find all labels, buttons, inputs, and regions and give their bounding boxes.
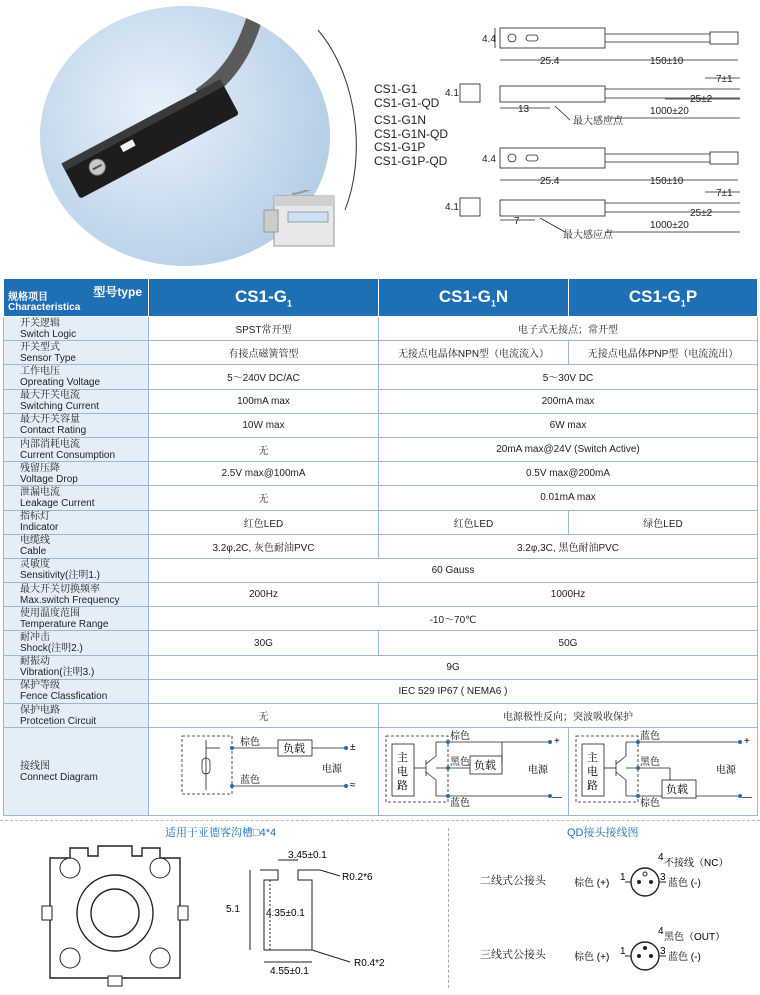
pin-number: 3 (660, 946, 666, 957)
row-label (4, 583, 149, 607)
row-label-cn: 耐振动 (20, 656, 50, 668)
col-text: CS1-G (235, 286, 287, 306)
polarity-label: + (553, 736, 560, 748)
table-cell: 6W max (379, 413, 758, 437)
table-cell: 5～30V DC (379, 365, 758, 389)
row-label-cn: 电缆线 (20, 535, 50, 547)
load-label: 负载 (665, 784, 688, 797)
table-cell: 30G (149, 631, 379, 655)
col-header-g1n (379, 279, 569, 317)
dim-text: 4.4 (482, 34, 496, 45)
table-cell: 60 Gauss (149, 558, 758, 582)
model-list (374, 83, 448, 168)
pin-number: 4 (658, 926, 664, 937)
two-wire-label: 二线式公接头 (480, 875, 546, 887)
table-row (4, 704, 758, 728)
dim-text: 最大感应点 (563, 230, 613, 241)
row-label (4, 413, 149, 437)
row-label-en: Cable (20, 546, 47, 558)
row-label (4, 341, 149, 365)
dim-text: 7±1 (716, 188, 733, 199)
product-overview (0, 0, 760, 278)
table-cell: 200Hz (149, 583, 379, 607)
table-cell: SPST常开型 (149, 317, 379, 341)
slot-title: 适用于亚德客沟槽□4*4 (165, 827, 277, 839)
row-label-cn: 最大开关切换频率 (20, 583, 100, 595)
row-label (4, 317, 149, 341)
row-label-cn: 泄漏电流 (20, 486, 60, 498)
col-header-g1p (569, 279, 758, 317)
table-row (4, 607, 758, 631)
dim-text: R0.2*6 (342, 872, 373, 883)
wire-black-label: 黑色 (639, 757, 660, 769)
row-label (4, 365, 149, 389)
row-label-en: Vibration(注明3.) (20, 667, 95, 679)
table-row (4, 389, 758, 413)
load-label: 负载 (282, 743, 305, 756)
row-label-en: Switch Logic (20, 328, 77, 340)
dim-text: 25.4 (540, 56, 560, 67)
col-header-g1 (149, 279, 379, 317)
model-label: CS1-G1P-QD (374, 153, 448, 168)
row-label-en: Max.switch Frequency (20, 594, 120, 606)
dim-text: 4.1 (445, 202, 459, 213)
row-label (4, 631, 149, 655)
row-label-cn: 开关逻辑 (20, 317, 60, 329)
table-cell: 0.01mA max (379, 486, 758, 510)
pin-number: 3 (660, 872, 666, 883)
main-circuit-label: 主 (396, 752, 408, 765)
polarity-label: — (741, 792, 752, 804)
table-cell: 0.5V max@200mA (379, 462, 758, 486)
table-row (4, 437, 758, 461)
row-label-en: Contact Rating (20, 425, 87, 437)
qd-title: QD接头接线图 (567, 827, 639, 839)
row-label (4, 486, 149, 510)
row-label (4, 462, 149, 486)
dim-text: 4.35±0.1 (266, 908, 305, 919)
drawing-bottom-view (460, 148, 740, 232)
row-label-cn: 最大开关容量 (20, 414, 80, 426)
dim-text: 7 (514, 216, 520, 227)
table-cell: 无 (149, 486, 379, 510)
power-label: 电源 (527, 765, 548, 777)
model-label: CS1-G1 (374, 82, 418, 96)
col-sub: 1 (286, 298, 292, 309)
row-label (4, 510, 149, 534)
power-label: 电源 (715, 765, 736, 777)
col-sub: 1 (680, 298, 686, 309)
table-header-row (4, 279, 758, 317)
row-label-en: Temperature Range (20, 618, 109, 630)
row-label-cn: 保护电路 (20, 704, 60, 716)
corner-header (4, 279, 149, 317)
row-label-cn: 内部消耗电流 (20, 438, 80, 450)
table-cell: 10W max (149, 413, 379, 437)
dim-text: 25.4 (540, 176, 560, 187)
polarity-label: ≈ (349, 780, 355, 792)
pin-label: 蓝色 (-) (668, 878, 701, 889)
row-label-en: Fence Classfication (20, 691, 108, 703)
row-label-cn: 接线图 (20, 760, 50, 772)
pin-number: 4 (658, 852, 664, 863)
qd-connector-drawing (570, 850, 750, 990)
model-label: CS1-G1N-QD (374, 126, 449, 141)
table-cell: 200mA max (379, 389, 758, 413)
wire-brown-label: 棕色 (449, 731, 470, 743)
table-cell: 无接点电晶体PNP型（电流流出） (569, 341, 758, 365)
table-cell: 无 (149, 704, 379, 728)
row-label-en: Current Consumption (20, 449, 116, 461)
row-label (4, 728, 149, 816)
col-text: CS1-G (438, 286, 491, 306)
row-label-en: Opreating Voltage (20, 376, 101, 388)
wire-blue-label: 蓝色 (239, 775, 260, 787)
table-cell: 3.2φ,2C, 灰色耐油PVC (149, 534, 379, 558)
pin-label: 蓝色 (-) (668, 952, 701, 963)
wire-blue-label: 蓝色 (449, 798, 470, 810)
main-circuit-label: 电 (396, 766, 408, 779)
model-label: CS1-G1-QD (374, 95, 440, 110)
dim-text: 1000±20 (650, 220, 689, 231)
bottom-section (0, 820, 760, 995)
table-row (4, 341, 758, 365)
header-cn: 规格项目 (8, 292, 48, 303)
power-label: 电源 (321, 764, 342, 776)
dim-text: 150±10 (650, 176, 684, 187)
row-label (4, 437, 149, 461)
row-label (4, 534, 149, 558)
table-cell: IEC 529 IP67 ( NEMA6 ) (149, 679, 758, 703)
row-label-cn: 使用温度范围 (20, 607, 80, 619)
table-cell: 电源极性反向；突波吸收保护 (379, 704, 758, 728)
dim-text: 5.1 (226, 904, 240, 915)
row-label (4, 558, 149, 582)
row-label-en: Shock(注明2.) (20, 643, 83, 655)
dim-text: R0.4*2 (354, 958, 385, 969)
table-cell: 50G (379, 631, 758, 655)
row-label-en: Sensitivity(注明1.) (20, 570, 101, 582)
table-cell: 100mA max (149, 389, 379, 413)
table-cell: 红色LED (379, 510, 569, 534)
row-label-cn: 工作电压 (20, 365, 60, 377)
row-label-en: Sensor Type (20, 352, 76, 364)
table-cell: 2.5V max@100mA (149, 462, 379, 486)
polarity-label: ± (349, 742, 355, 754)
wire-black-label: 黑色 (449, 757, 470, 769)
cylinder-profile-drawing (40, 838, 190, 988)
table-row (4, 462, 758, 486)
model-label: CS1-G1P (374, 140, 426, 154)
table-cell: 无 (149, 437, 379, 461)
wiring-diagram-npn (379, 728, 569, 816)
table-cell: 5～240V DC/AC (149, 365, 379, 389)
wiring-diagram-reed (149, 728, 379, 816)
table-row (4, 510, 758, 534)
table-row-wiring (4, 728, 758, 816)
row-label-en: Leakage Current (20, 497, 95, 509)
table-cell: 20mA max@24V (Switch Active) (379, 437, 758, 461)
main-circuit-label: 路 (396, 780, 408, 793)
pin-number: 1 (620, 946, 626, 957)
row-label-en: Voltage Drop (20, 473, 78, 485)
table-row (4, 631, 758, 655)
dim-text: 4.1 (445, 88, 459, 99)
row-label-en: Switching Current (20, 401, 99, 413)
row-label-cn: 最大开关电流 (20, 390, 80, 402)
spec-table (3, 278, 758, 816)
row-label-cn: 耐冲击 (20, 632, 50, 644)
pin-number: 1 (620, 872, 626, 883)
row-label (4, 679, 149, 703)
table-cell: 无接点电晶体NPN型（电流流入） (379, 341, 569, 365)
dim-text: 1000±20 (650, 106, 689, 117)
row-label (4, 704, 149, 728)
main-circuit-label: 路 (586, 780, 598, 793)
table-row (4, 317, 758, 341)
row-label-cn: 残留压降 (20, 462, 60, 474)
table-cell: 1000Hz (379, 583, 758, 607)
table-cell: -10～70℃ (149, 607, 758, 631)
dim-text: 25±2 (690, 208, 713, 219)
header-type: 型号type (93, 285, 142, 299)
pin-label: 不接线（NC） (664, 858, 729, 869)
row-label-en: Connect Diagram (20, 771, 98, 783)
dim-text: 4.4 (482, 154, 496, 165)
pin-label: 棕色 (+) (574, 952, 610, 963)
section-divider (0, 820, 760, 821)
dim-text: 最大感应点 (573, 116, 623, 127)
dim-text: 150±10 (650, 56, 684, 67)
main-circuit-label: 电 (586, 766, 598, 779)
dimension-drawing (440, 14, 750, 244)
main-circuit-label: 主 (586, 752, 598, 765)
table-cell: 红色LED (149, 510, 379, 534)
table-row (4, 583, 758, 607)
dim-text: 4.55±0.1 (270, 966, 309, 977)
table-row (4, 558, 758, 582)
row-label-cn: 灵敏度 (20, 559, 50, 571)
table-cell: 电子式无接点；常开型 (379, 317, 758, 341)
column-divider (448, 828, 449, 988)
table-row (4, 679, 758, 703)
table-row (4, 413, 758, 437)
polarity-label: + (743, 736, 750, 748)
dim-text: 13 (518, 104, 530, 115)
polarity-label: — (551, 792, 562, 804)
table-row (4, 486, 758, 510)
col-suffix: P (685, 286, 698, 306)
drawing-top-view (460, 28, 740, 120)
table-cell: 有接点磁簧管型 (149, 341, 379, 365)
table-cell: 3.2φ,3C, 黑色耐油PVC (379, 534, 758, 558)
table-row (4, 365, 758, 389)
three-wire-label: 三线式公接头 (480, 949, 546, 961)
wire-brown-label: 棕色 (239, 737, 260, 749)
pin-label: 黑色（OUT） (664, 932, 726, 943)
row-label (4, 607, 149, 631)
row-label-en: Protcetion Circuit (20, 715, 97, 727)
model-label: CS1-G1N (374, 113, 427, 127)
row-label-cn: 开关型式 (20, 341, 60, 353)
table-cell: 9G (149, 655, 758, 679)
row-label (4, 655, 149, 679)
wiring-diagram-pnp (569, 728, 758, 816)
row-label-cn: 保护等级 (20, 680, 60, 692)
dim-text: 3.45±0.1 (288, 850, 327, 861)
wire-brown-label: 棕色 (639, 798, 660, 810)
slot-dimension-drawing (220, 850, 420, 990)
col-text: CS1-G (628, 286, 681, 306)
col-suffix: N (495, 286, 509, 306)
wire-blue-label: 蓝色 (639, 731, 660, 743)
cylinder-mini-photo (262, 190, 342, 250)
row-label-en: Indicator (20, 522, 59, 534)
row-label-cn: 指标灯 (20, 511, 50, 523)
load-label: 负载 (473, 760, 496, 773)
header-characteristics (8, 293, 80, 313)
table-row (4, 655, 758, 679)
dim-text: 7±1 (716, 74, 733, 85)
row-label (4, 389, 149, 413)
header-en: Characteristica (8, 302, 81, 313)
dim-text: 25±2 (690, 94, 713, 105)
pin-label: 棕色 (+) (574, 878, 610, 889)
table-row (4, 534, 758, 558)
table-cell: 绿色LED (569, 510, 758, 534)
col-sub: 1 (490, 298, 496, 309)
